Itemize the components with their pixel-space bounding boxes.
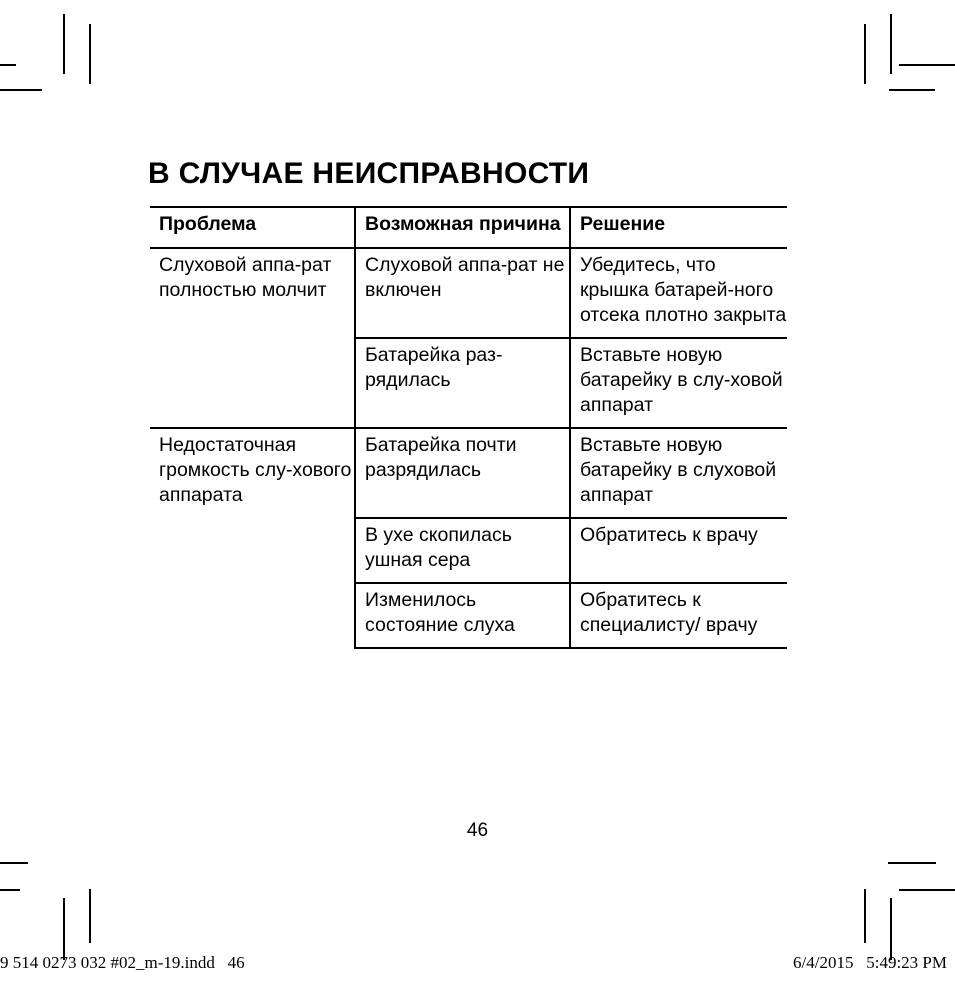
cell-problem: Слуховой аппа-рат полностью молчит: [150, 248, 355, 428]
crop-mark-left-top-outer: [0, 64, 16, 66]
crop-mark-top-left-inner: [89, 24, 91, 84]
crop-mark-bottom-right-inner: [864, 889, 866, 943]
crop-mark-right-bottom-outer: [888, 862, 936, 864]
table-header-row: [150, 207, 787, 248]
page-number: 46: [466, 820, 489, 841]
cell-cause: В ухе скопилась ушная сера: [355, 518, 570, 583]
cell-solution: Обратитесь к врачу: [570, 518, 787, 583]
cell-solution: Обратитесь к специалисту/ врачу: [570, 583, 787, 648]
crop-mark-bottom-left-inner: [89, 889, 91, 943]
cell-problem: Недостаточная громкость слу-хового аппарата: [150, 428, 355, 648]
page-title: В СЛУЧАЕ НЕИСПРАВНОСТИ: [148, 157, 590, 191]
crop-mark-left-bottom-outer: [0, 862, 28, 864]
crop-mark-bottom-right-outer: [890, 898, 892, 960]
crop-mark-bottom-left-outer: [63, 898, 65, 960]
crop-mark-right-bottom-inner: [899, 889, 955, 891]
print-footer-left: 9 514 0273 032 #02_m-19.indd 46: [0, 953, 245, 972]
cell-solution: Убедитесь, что крышка батарей-ного отсека плотно закрыта: [570, 248, 787, 338]
crop-mark-top-right-outer: [890, 14, 892, 74]
cell-cause: Слуховой аппа-рат не включен: [355, 248, 570, 338]
crop-mark-right-top-outer: [899, 64, 955, 66]
table-row: [150, 428, 787, 518]
troubleshooting-table: [150, 206, 787, 649]
print-footer-right: 6/4/2015 5:49:23 PM: [793, 953, 947, 972]
cell-cause: Изменилось состояние слуха: [355, 583, 570, 648]
column-header-solution: Решение: [570, 207, 787, 248]
crop-mark-left-bottom-inner: [0, 889, 20, 891]
crop-mark-top-left-outer: [63, 14, 65, 74]
cell-cause: Батарейка раз-рядилась: [355, 338, 570, 428]
table-row: [150, 248, 787, 338]
crop-mark-left-top-inner: [0, 89, 42, 91]
cell-solution: Вставьте новую батарейку в слуховой аппарат: [570, 428, 787, 518]
column-header-cause: Возможная причина: [355, 207, 570, 248]
cell-solution: Вставьте новую батарейку в слу-ховой аппарат: [570, 338, 787, 428]
cell-cause: Батарейка почти разрядилась: [355, 428, 570, 518]
crop-mark-top-right-inner: [864, 24, 866, 84]
column-header-problem: Проблема: [150, 207, 355, 248]
crop-mark-right-top-inner: [889, 89, 935, 91]
